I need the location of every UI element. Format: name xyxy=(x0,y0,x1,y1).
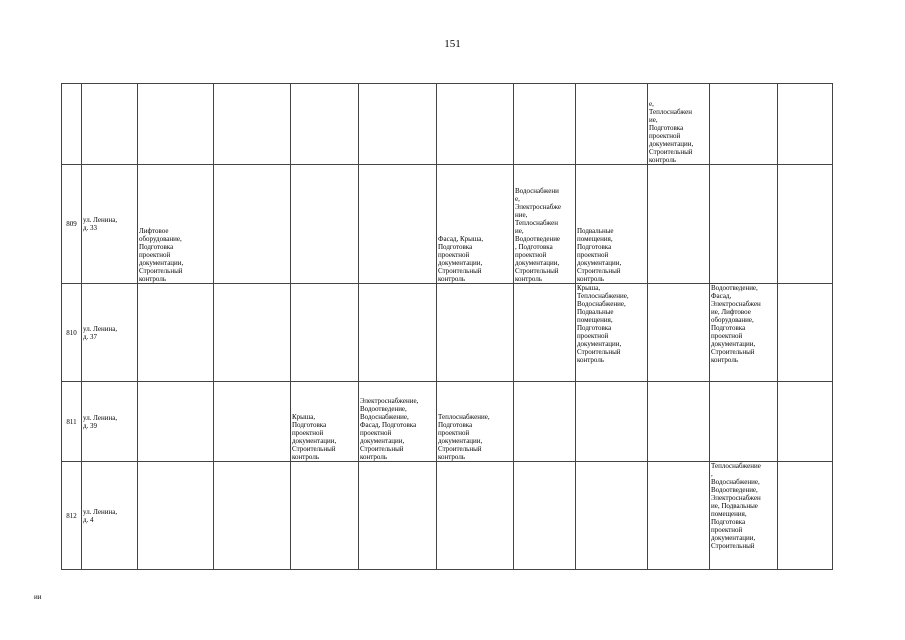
table-cell xyxy=(648,382,710,462)
table-cell xyxy=(710,84,778,165)
table-cell: Теплоснабжение, Подготовка проектной документации, Строительный контроль xyxy=(437,382,514,462)
table-row xyxy=(62,284,833,382)
table-cell: Крыша, Подготовка проектной документации, Строительный контроль xyxy=(291,382,359,462)
table-cell xyxy=(576,382,648,462)
table-cell: Лифтовое оборудование, Подготовка проектной документации, Строительный контроль xyxy=(138,165,214,284)
table-cell xyxy=(359,165,437,284)
table-cell: Теплоснабжение , Водоснабжение, Водоотведение, Электроснабжен ие, Подвальные помещения, Подготовка проектной документации, Строительный xyxy=(710,462,778,570)
table-cell xyxy=(778,165,833,284)
table-cell xyxy=(214,284,291,382)
table-cell xyxy=(437,462,514,570)
address-cell: ул. Ленина, д. 37 xyxy=(82,284,138,382)
table-cell: Крыша, Теплоснабжение, Водоснабжение, Подвальные помещения, Подготовка проектной документации, Строительный контроль xyxy=(576,284,648,382)
table-cell: е, Теплоснабжен ие, Подготовка проектной документации, Строительный контроль xyxy=(648,84,710,165)
table-cell xyxy=(214,165,291,284)
table-cell xyxy=(648,462,710,570)
table-cell xyxy=(778,462,833,570)
row-number: 811 xyxy=(62,382,82,462)
table-cell xyxy=(138,84,214,165)
table-cell xyxy=(138,284,214,382)
table-cell xyxy=(214,462,291,570)
table-cell xyxy=(710,165,778,284)
table-cell: Водоотведение, Фасад, Электроснабжен ие, Лифтовое оборудование, Подготовка проектной документации, Строительный контроль xyxy=(710,284,778,382)
repair-schedule-table xyxy=(61,83,833,570)
table-cell xyxy=(514,382,576,462)
table-cell xyxy=(514,84,576,165)
table-cell xyxy=(359,284,437,382)
row-number: 809 xyxy=(62,165,82,284)
table-cell xyxy=(291,84,359,165)
table-cell xyxy=(291,165,359,284)
table-cell xyxy=(359,462,437,570)
footer-mark: ии xyxy=(34,593,42,601)
table-cell: Фасад, Крыша, Подготовка проектной документации, Строительный контроль xyxy=(437,165,514,284)
table-cell xyxy=(514,284,576,382)
table-cell xyxy=(576,462,648,570)
table-cell xyxy=(214,84,291,165)
table-cell: Электроснабжение, Водоотведение, Водоснабжение, Фасад, Подготовка проектной документации, Строительный контроль xyxy=(359,382,437,462)
row-number: 810 xyxy=(62,284,82,382)
address-cell xyxy=(82,84,138,165)
table-cell xyxy=(648,284,710,382)
table-cell xyxy=(359,84,437,165)
table-cell xyxy=(437,284,514,382)
table-cell xyxy=(710,382,778,462)
table-row xyxy=(62,84,833,165)
table-cell xyxy=(576,84,648,165)
row-number xyxy=(62,84,82,165)
table-cell xyxy=(291,284,359,382)
row-number: 812 xyxy=(62,462,82,570)
address-cell: ул. Ленина, д. 39 xyxy=(82,382,138,462)
table-cell xyxy=(778,382,833,462)
table-cell xyxy=(778,84,833,165)
table-cell xyxy=(138,462,214,570)
table-cell xyxy=(138,382,214,462)
table-cell: Подвальные помещения, Подготовка проектной документации, Строительный контроль xyxy=(576,165,648,284)
table-cell xyxy=(214,382,291,462)
page-number: 151 xyxy=(444,38,461,50)
table-cell xyxy=(291,462,359,570)
table-row xyxy=(62,382,833,462)
table-cell xyxy=(778,284,833,382)
table-row xyxy=(62,165,833,284)
table-row xyxy=(62,462,833,570)
address-cell: ул. Ленина, д. 33 xyxy=(82,165,138,284)
table-cell xyxy=(648,165,710,284)
table-cell xyxy=(437,84,514,165)
address-cell: ул. Ленина, д. 4 xyxy=(82,462,138,570)
table-cell: Водоснабжени е, Электроснабже ние, Теплоснабжен ие, Водоотведение , Подготовка проектной документации, Строительный контроль xyxy=(514,165,576,284)
table-cell xyxy=(514,462,576,570)
